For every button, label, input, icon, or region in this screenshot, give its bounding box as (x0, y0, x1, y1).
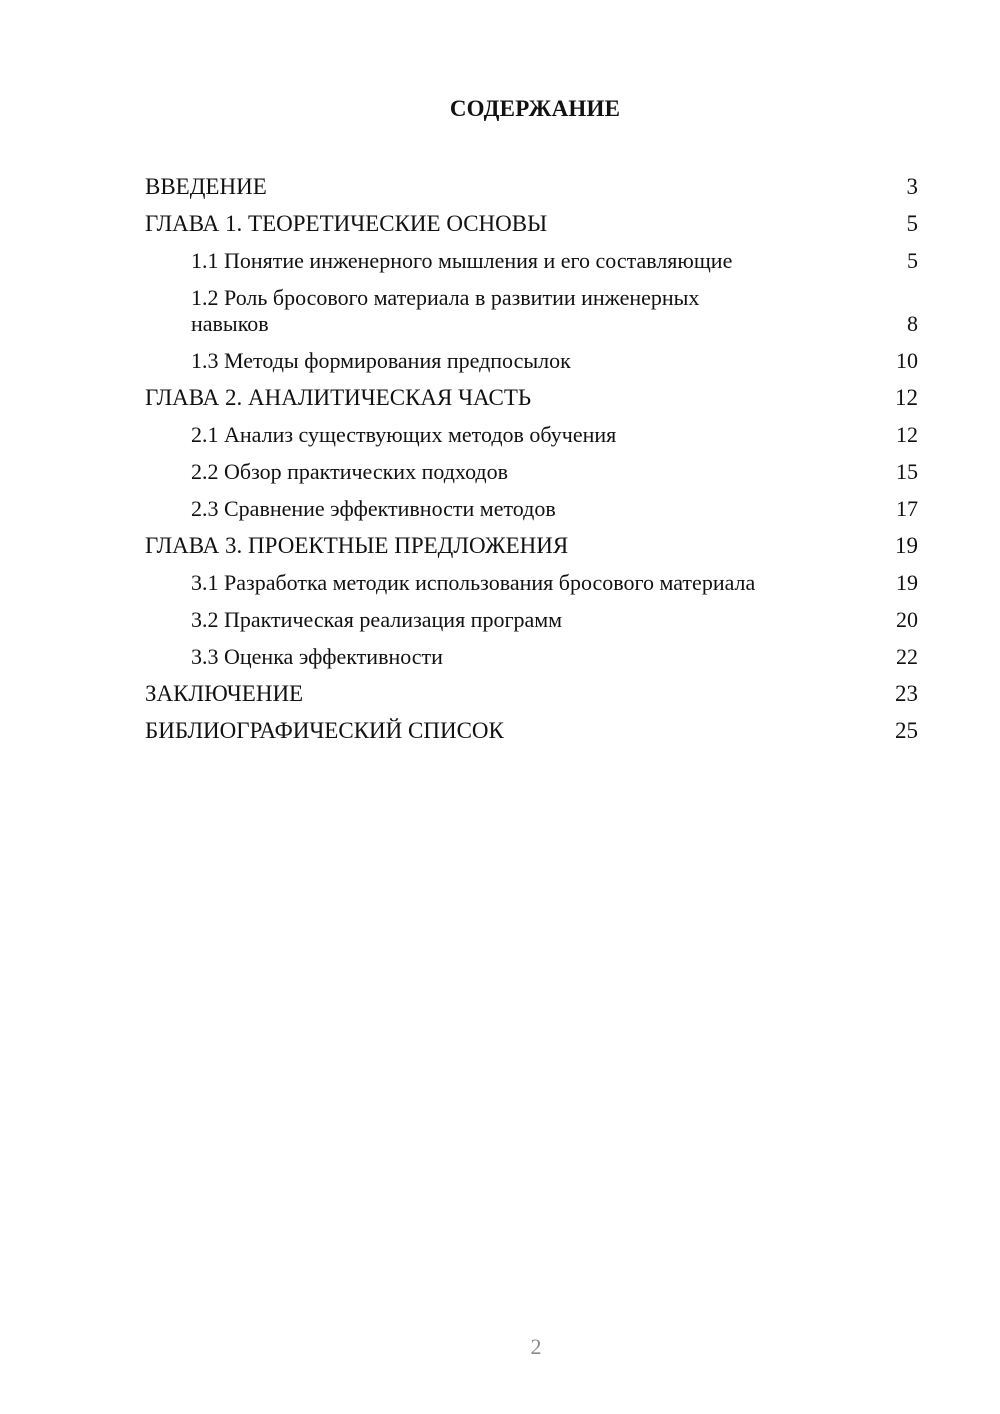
toc-entry-text: 3.1 Разработка методик использования бросового материала (191, 570, 756, 595)
toc-entry-text: ГЛАВА 3. ПРОЕКТНЫЕ ПРЕДЛОЖЕНИЯ (145, 533, 569, 558)
toc-subentry (145, 417, 918, 454)
toc-entry-page: 5 (906, 211, 918, 236)
toc-entry-text: 2.2 Обзор практических подходов (191, 459, 509, 484)
toc-entry-page: 3 (906, 174, 918, 199)
toc-entry-text: 1.2 Роль бросового материала в развитии инженерных навыков (191, 285, 700, 336)
toc-subentry (145, 243, 918, 280)
toc-entry (145, 713, 918, 750)
toc-subentry (145, 639, 918, 676)
toc-entry-page: 15 (896, 459, 918, 484)
toc-entry-page: 19 (896, 570, 918, 595)
toc-entry (145, 380, 918, 417)
toc-entry-text: ВВЕДЕНИЕ (145, 174, 267, 199)
toc-entry-page: 10 (896, 348, 918, 373)
toc-entry (145, 169, 918, 206)
toc-subentry (145, 280, 918, 343)
page-number: 2 (530, 1334, 542, 1359)
toc-entry-page: 22 (896, 644, 918, 669)
toc-entry-page: 5 (907, 248, 918, 273)
toc-entry (145, 528, 918, 565)
toc-entry-text: 3.3 Оценка эффективности (191, 644, 443, 669)
toc-entry-text: ГЛАВА 1. ТЕОРЕТИЧЕСКИЕ ОСНОВЫ (145, 211, 548, 236)
toc-subentry (145, 343, 918, 380)
toc-subentry (145, 602, 918, 639)
toc-entry-page: 12 (896, 422, 918, 447)
toc-entry-text: ЗАКЛЮЧЕНИЕ (145, 681, 304, 706)
toc-entry-page: 25 (895, 718, 918, 743)
toc-entry-text: 2.3 Сравнение эффективности методов (191, 496, 556, 521)
toc-entry-text: БИБЛИОГРАФИЧЕСКИЙ СПИСОК (145, 718, 504, 743)
toc-entry-text: 1.3 Методы формирования предпосылок (191, 348, 571, 373)
toc-entry-page: 23 (895, 681, 918, 706)
page-title: СОДЕРЖАНИЕ (449, 96, 621, 121)
toc-entry-text: 2.1 Анализ существующих методов обучения (191, 422, 617, 447)
toc-entry-page: 17 (896, 496, 918, 521)
toc-entry-page: 8 (907, 311, 918, 336)
toc-entry-page: 20 (896, 607, 918, 632)
toc-entry-text: 3.2 Практическая реализация программ (191, 607, 563, 632)
toc-entry-text: 1.1 Понятие инженерного мышления и его составляющие (191, 248, 733, 273)
toc-subentry (145, 491, 918, 528)
toc-entry-page: 12 (895, 385, 918, 410)
toc-subentry (145, 565, 918, 602)
toc-entry-page: 19 (895, 533, 918, 558)
toc-entry-text: ГЛАВА 2. АНАЛИТИЧЕСКАЯ ЧАСТЬ (145, 385, 532, 410)
table-of-contents (145, 169, 918, 750)
toc-entry (145, 676, 918, 713)
toc-entry (145, 206, 918, 243)
toc-subentry (145, 454, 918, 491)
